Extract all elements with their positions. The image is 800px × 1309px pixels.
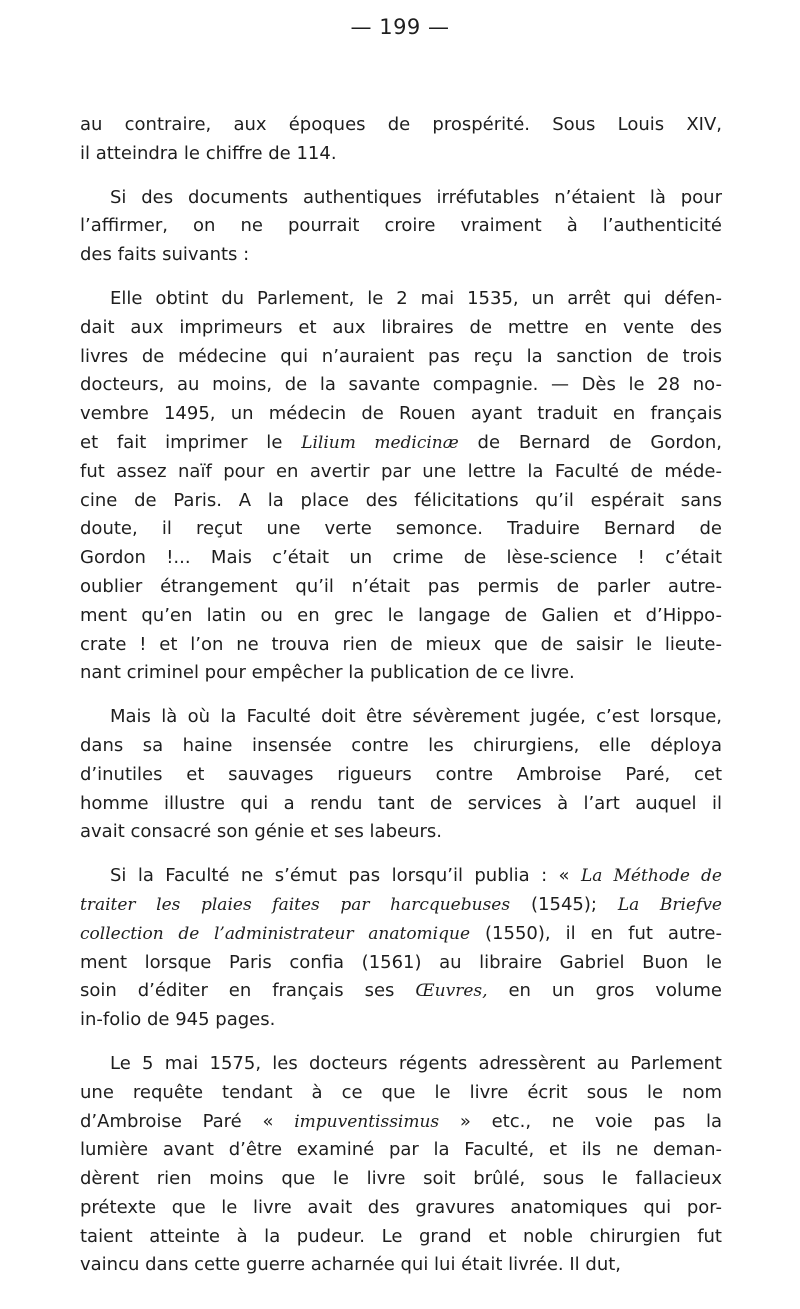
paragraph-4 [80, 703, 722, 847]
text-line: vembre 1495, un médecin de Rouen ayant traduit en français [80, 403, 722, 425]
text-line: il atteindra le chiffre de 114. [80, 142, 337, 164]
text-line: Si des documents authentiques irréfutables n’étaient là pour [110, 186, 722, 208]
text-line [80, 977, 722, 1006]
text-line [80, 1108, 722, 1137]
text-run: (1550), il en fut autre- [485, 922, 722, 944]
text-line: ment qu’en latin ou en grec le langage de Galien et d’Hippo- [80, 604, 722, 626]
text-run: en un gros volume [508, 980, 722, 1002]
body-text [80, 111, 722, 1295]
page-number: — 199 — [350, 15, 450, 39]
text-line: vaincu dans cette guerre acharnée qui lui était livrée. Il dut, [80, 1254, 622, 1276]
paragraph-5 [80, 862, 722, 1035]
text-line: ment lorsque Paris confia (1561) au libraire Gabriel Buon le [80, 951, 722, 973]
text-line: une requête tendant à ce que le livre écrit sous le nom [80, 1081, 722, 1103]
book-title: La Méthode de [581, 866, 722, 887]
text-run: et fait imprimer le [80, 431, 283, 453]
text-line: docteurs, au moins, de la savante compagnie. — Dès le 28 no- [80, 374, 722, 396]
paragraph-2 [80, 184, 722, 270]
text-line: dèrent rien moins que le livre soit brûlé, sous le fallacieux [80, 1168, 722, 1190]
text-line: homme illustre qui a rendu tant de services à l’art auquel il [80, 792, 722, 814]
text-run: Si la Faculté ne s’émut pas lorsqu’il publia : « [110, 865, 570, 887]
text-line: prétexte que le livre avait des gravures anatomiques qui por- [80, 1196, 722, 1218]
text-run: » etc., ne voie pas la [459, 1110, 722, 1132]
text-run: d’Ambroise Paré « [80, 1110, 274, 1132]
book-title: collection de l’administrateur anatomique [80, 923, 470, 944]
text-line: Le 5 mai 1575, les docteurs régents adressèrent au Parlement [110, 1052, 722, 1074]
text-line [80, 891, 722, 920]
latin-term: impuventissimus [294, 1111, 440, 1132]
text-line: Elle obtint du Parlement, le 2 mai 1535, un arrêt qui défen- [110, 287, 722, 309]
book-title: Lilium medicinæ [301, 432, 459, 453]
text-line: livres de médecine qui n’auraient pas reçu la sanction de trois [80, 345, 722, 367]
text-line: des faits suivants : [80, 244, 250, 266]
text-line: dans sa haine insensée contre les chirurgiens, elle déploya [80, 734, 722, 756]
text-line: dait aux imprimeurs et aux libraires de mettre en vente des [80, 316, 722, 338]
book-title: Œuvres, [415, 981, 488, 1002]
text-run: soin d’éditer en français ses [80, 980, 395, 1002]
text-line: cine de Paris. A la place des félicitations qu’il espérait sans [80, 489, 722, 511]
text-line: in-folio de 945 pages. [80, 1009, 276, 1031]
paragraph-3 [80, 285, 722, 688]
text-line: fut assez naïf pour en avertir par une lettre la Faculté de méde- [80, 460, 722, 482]
text-line: l’affirmer, on ne pourrait croire vraiment à l’authenticité [80, 215, 722, 237]
text-line: au contraire, aux époques de prospérité. Sous Louis XIV, [80, 114, 722, 135]
text-line [80, 920, 722, 949]
text-line [80, 862, 722, 891]
text-line: crate ! et l’on ne trouva rien de mieux que de saisir le lieute- [80, 633, 722, 655]
text-run: de Bernard de Gordon, [477, 431, 722, 453]
text-line: doute, il reçut une verte semonce. Traduire Bernard de [80, 518, 722, 540]
text-line: taient atteinte à la pudeur. Le grand et noble chirurgien fut [80, 1225, 722, 1247]
paragraph-1 [80, 111, 722, 169]
text-line: nant criminel pour empêcher la publication de ce livre. [80, 662, 575, 684]
text-line: Mais là où la Faculté doit être sévèrement jugée, c’est lorsque, [110, 706, 722, 728]
book-title: La Briefve [617, 894, 722, 915]
text-line: lumière avant d’être examiné par la Faculté, et ils ne deman- [80, 1139, 722, 1161]
text-line: Gordon !... Mais c’était un crime de lèse-science ! c’était [80, 547, 722, 569]
text-line [80, 429, 722, 458]
paragraph-6 [80, 1050, 722, 1280]
text-line: avait consacré son génie et ses labeurs. [80, 821, 442, 843]
text-run: (1545); [531, 893, 597, 915]
text-line: d’inutiles et sauvages rigueurs contre Ambroise Paré, cet [80, 763, 722, 785]
book-title: traiter les plaies faites par harcquebuses [80, 894, 511, 915]
text-line: oublier étrangement qu’il n’était pas permis de parler autre- [80, 575, 722, 597]
